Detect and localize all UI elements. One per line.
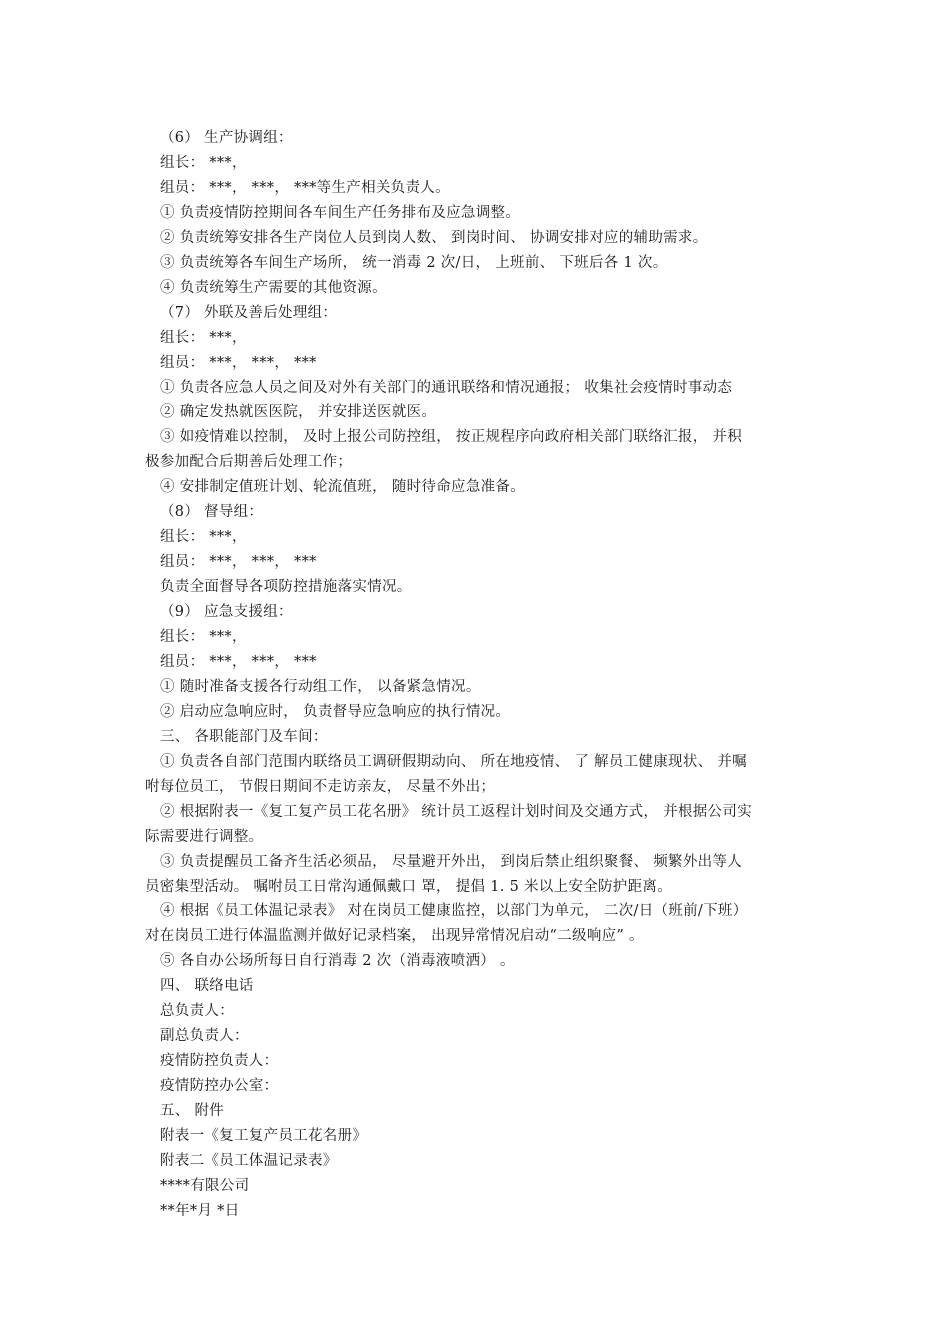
text-line: 负责全面督导各项防控措施落实情况。	[160, 579, 412, 596]
text-line: （6） 生产协调组：	[160, 130, 293, 146]
text-line: 极参加配合后期善后处理工作；	[145, 454, 353, 471]
text-line: ② 负责统筹安排各生产岗位人员到岗人数、 到岗时间、 协调安排对应的辅助需求。	[160, 229, 708, 246]
text-line: 员密集型活动。 嘱咐员工日常沟通佩戴口 罩， 提倡 1. 5 米以上安全防护距离。	[145, 878, 673, 895]
text-line: **年*月 *日	[160, 1202, 240, 1219]
text-line: （8） 督导组：	[160, 504, 264, 521]
text-line: 组长： ***，	[160, 329, 247, 346]
text-line: 组长： ***，	[160, 529, 247, 546]
text-line: 五、 附件	[160, 1103, 225, 1120]
text-line: 副总负责人：	[160, 1028, 249, 1045]
text-line: 组员： ***， ***， ***	[160, 354, 317, 371]
text-line: ② 启动应急响应时， 负责督导应急响应的执行情况。	[160, 703, 511, 720]
text-line: 三、 各职能部门及车间：	[160, 728, 328, 745]
text-line: （7） 外联及善后处理组：	[160, 304, 338, 321]
text-line: 附表二《员工体温记录表》	[160, 1152, 338, 1169]
text-line: 对在岗员工进行体温监测并做好记录档案， 出现异常情况启动“二级响应” 。	[145, 928, 644, 945]
text-line: ① 负责疫情防控期间各车间生产任务排布及应急调整。	[160, 204, 521, 221]
text-line: ③ 负责统筹各车间生产场所， 统一消毒 2 次/日， 上班前、 下班后各 1 次。	[160, 254, 668, 271]
text-line: 附表一《复工复产员工花名册》	[160, 1128, 368, 1144]
text-line: 疫情防控办公室：	[160, 1078, 279, 1095]
text-line: ****有限公司	[160, 1177, 250, 1194]
text-line: ⑤ 各自办公场所每日自行消毒 2 次（消毒液喷洒） 。	[160, 953, 515, 970]
text-line: 际需要进行调整。	[145, 828, 264, 845]
text-line: ① 负责各应急人员之间及对外有关部门的通讯联络和情况通报； 收集社会疫情时事动态	[160, 379, 733, 396]
text-line: ① 负责各自部门范围内联络员工调研假期动向、 所在地疫情、 了 解员工健康现状、 并嘱	[160, 753, 747, 770]
text-line: ④ 负责统筹生产需要的其他资源。	[160, 279, 387, 296]
text-line: 组长： ***，	[160, 154, 247, 171]
text-line: ① 随时准备支援各行动组工作， 以备紧急情况。	[160, 678, 481, 695]
text-line: 组长： ***，	[160, 629, 247, 645]
text-line: ④ 安排制定值班计划、轮流值班， 随时待命应急准备。	[160, 479, 526, 496]
text-line: （9） 应急支援组：	[160, 604, 293, 621]
text-line: 四、 联络电话	[160, 978, 254, 995]
text-line: 组员： ***， ***， ***等生产相关负责人。	[160, 179, 450, 196]
text-line: ③ 如疫情难以控制， 及时上报公司防控组， 按正规程序向政府相关部门联络汇报， 并积	[160, 429, 743, 446]
text-line: 组员： ***， ***， ***	[160, 653, 317, 670]
text-line: ③ 负责提醒员工备齐生活必须品， 尽量避开外出， 到岗后禁止组织聚餐、 频繁外出等人	[160, 853, 743, 870]
text-line: ② 根据附表一《复工复产员工花名册》 统计员工返程计划时间及交通方式， 并根据公司实	[160, 803, 752, 820]
text-line: 组员： ***， ***， ***	[160, 554, 317, 571]
text-line: 疫情防控负责人：	[160, 1053, 279, 1070]
text-line: 总负责人：	[160, 1003, 234, 1020]
text-line: 咐每位员工， 节假日期间不走访亲友， 尽量不外出；	[145, 778, 496, 795]
text-line: ② 确定发热就医医院， 并安排送医就医。	[160, 404, 437, 421]
text-line: ④ 根据《员工体温记录表》 对在岗员工健康监控，以部门为单元， 二次/日（班前/下班）	[160, 903, 748, 920]
